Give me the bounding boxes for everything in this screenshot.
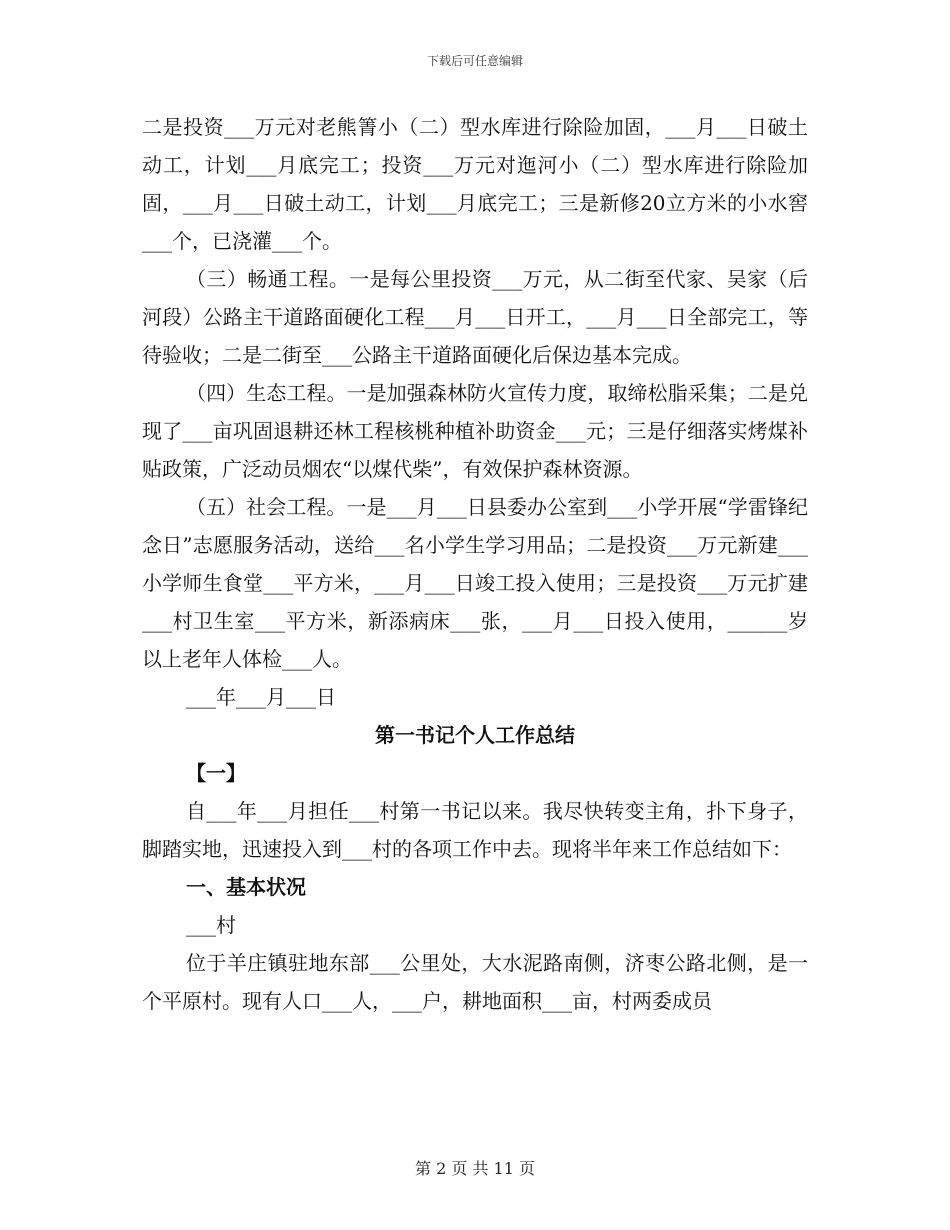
page-number: 第 2 页 共 11 页 xyxy=(415,1159,535,1178)
paragraph-road-project: （三）畅通工程。一是每公里投资___万元，从二街至代家、吴家（后河段）公路主干道路面硬化工程___月___日开工，___月___日全部完工，等待验收；二是二街至___公路主干道路面硬化后保边基本完成。 xyxy=(142,267,808,367)
paragraph-reservoir: 二是投资___万元对老熊箐小（二）型水库进行除险加固，___月___日破土动工，计划___月底完工；投资___万元对迤河小（二）型水库进行除险加固，___月___日破土动工，计划___月底完工；三是新修20立方米的小水窖___个，已浇灌___个。 xyxy=(142,115,808,253)
subsection-heading: 一、基本状况 xyxy=(186,875,306,899)
paragraph-intro: 自___年___月担任___村第一书记以来。我尽快转变主角，扑下身子，脚踏实地，迅速投入到___村的各项工作中去。现将半年来工作总结如下： xyxy=(142,799,808,861)
paragraph-ecology-project: （四）生态工程。一是加强森林防火宣传力度，取缔松脂采集；二是兑现了___亩巩固退耕还林工程核桃种植补助资金___元；三是仔细落实烤煤补贴政策，广泛动员烟农“以煤代柴”，有效保护森林资源。 xyxy=(142,381,808,481)
village-name-line: ___村 xyxy=(186,913,236,937)
date-line: ___年___月___日 xyxy=(186,685,336,709)
paragraph-village-info: 位于羊庄镇驻地东部___公里处，大水泥路南侧，济枣公路北侧，是一个平原村。现有人口___人，___户，耕地面积___亩，村两委成员 xyxy=(142,951,808,1013)
paragraph-social-project: （五）社会工程。一是___月___日县委办公室到___小学开展“学雷锋纪念日”志愿服务活动，送给___名小学生学习用品；二是投资___万元新建___小学师生食堂___平方米，___月___日竣工投入使用；三是投资___万元扩建___村卫生室___平方米，新添病床___张，___月___日投入使用，______岁以上老年人体检___人。 xyxy=(142,495,808,671)
document-body xyxy=(142,108,808,1020)
part-marker: 【一】 xyxy=(186,761,246,785)
section-title: 第一书记个人工作总结 xyxy=(375,723,575,747)
header-note: 下载后可任意编辑 xyxy=(426,54,523,68)
page-footer xyxy=(0,1156,950,1179)
page-header xyxy=(0,52,950,69)
